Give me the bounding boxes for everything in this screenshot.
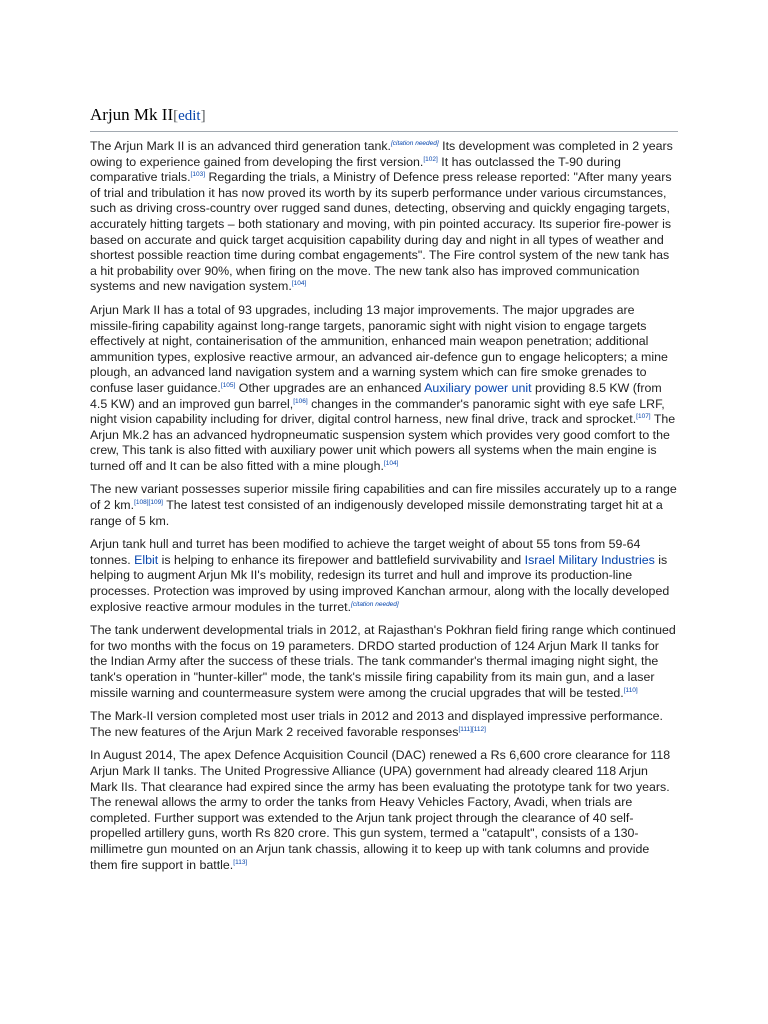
reference-link[interactable]: [111][112] [458, 725, 486, 733]
paragraph [90, 537, 678, 615]
paragraph [90, 139, 678, 295]
paragraph-text: The tank underwent developmental trials in 2012, at Rajasthan's Pokhran field firing range which continued for two months with the focus on 19 parameters. DRDO started production of 124 Arjun Mark II tanks for the Indian Army after the success of these trials. The tank commander's thermal imaging night sight, the tank's operation in "hunter-killer" mode, the tank's missile firing capability from its main gun, and a laser missile warning and countermeasure system were among the crucial upgrades that will be tested. [90, 623, 676, 700]
paragraph-text: Arjun tank hull and turret has been modified to achieve the target weight of about 55 tons from 59-64 tonnes. [90, 537, 641, 567]
reference-link[interactable]: [108][109] [134, 498, 163, 506]
paragraph-text: The Arjun Mk.2 has an advanced hydropneumatic suspension system which provides very good comfort to the crew, This tank is also fitted with auxiliary power unit which powers all systems when the main engine is turned off and It can be also fitted with a mine plough. [90, 412, 676, 473]
paragraph-text: In August 2014, The apex Defence Acquisition Council (DAC) renewed a Rs 6,600 crore clearance for 118 Arjun Mark II tanks. The United Progressive Alliance (UPA) government had already cleared 118 Arjun Mark IIs. That clearance had expired since the army has been evaluating the prototype tank for two years. The renewal allows the army to order the tanks from Heavy Vehicles Factory, Avadi, when trials are completed. Further support was extended to the Arjun tank project through the clearance of 40 self-propelled artillery guns, worth Rs 820 crore. This gun system, termed a "catapult", consists of a 130-millimetre gun mounted on an Arjun tank chassis, allowing it to keep up with tank columns and provide them fire support in battle. [90, 748, 671, 872]
paragraph [90, 623, 678, 701]
wiki-link[interactable]: Israel Military Industries [524, 552, 655, 567]
paragraph-text: The Mark-II version completed most user trials in 2012 and 2013 and displayed impressive performance. The new features of the Arjun Mark 2 received favorable responses [90, 709, 664, 739]
paragraph-text: It has outclassed the T-90 during comparative trials. [90, 154, 621, 185]
paragraph [90, 303, 678, 475]
section-title: Arjun Mk II [90, 105, 174, 124]
paragraph-text: changes in the commander's panoramic sight with eye safe LRF, night vision capability including for driver, digital control harness, new final drive, track and sprocket. [90, 396, 665, 427]
paragraph [90, 709, 678, 740]
wiki-link[interactable]: Elbit [134, 552, 159, 567]
section-heading [90, 103, 678, 132]
paragraph-text: is helping to enhance its firepower and battlefield survivability and [158, 552, 525, 567]
reference-link[interactable]: [110] [623, 686, 638, 694]
paragraph-text: is helping to augment Arjun Mk II's mobility, redesign its turret and hull and improve its production-line processes. Protection was improved by using improved Kanchan armour, along with the locally developed explosive reactive armour modules in the turret. [90, 552, 670, 614]
paragraph-text: The latest test consisted of an indigenously developed missile demonstrating target hit at a range of 5 km. [90, 498, 663, 528]
reference-link[interactable]: [105] [220, 381, 236, 389]
paragraph-text: The Arjun Mark II is an advanced third generation tank. [90, 139, 391, 153]
paragraph-text: Other upgrades are an enhanced [235, 380, 425, 395]
paragraph-text: providing 8.5 KW (from 4.5 KW) and an improved gun barrel, [90, 380, 662, 411]
paragraph-text: The new variant possesses superior missile firing capabilities and can fire missiles accurately up to a range of 2 km. [90, 482, 677, 513]
reference-link[interactable]: [104] [291, 280, 307, 288]
edit-link[interactable]: edit [178, 108, 201, 124]
reference-link[interactable]: [106] [293, 397, 308, 405]
wiki-link[interactable]: Auxiliary power unit [424, 380, 532, 395]
citation-needed-text[interactable]: [citation needed] [351, 600, 399, 608]
paragraph-text: Arjun Mark II has a total of 93 upgrades, including 13 major improvements. The major upgrades are missile-firing capability against long-range targets, panoramic sight with night vision to engage targets effectively at night, containerisation of the ammunition, enhanced main weapon penetration; additional ammunition types, explosive reactive armour, an advanced air-defence gun to engage helicopters; a mine plough, an advanced land navigation system and a warning system which can fire smoke grenades to confuse laser guidance. [90, 302, 668, 395]
paragraph [90, 748, 678, 873]
citation-needed-note[interactable] [351, 601, 399, 608]
article-body [90, 139, 678, 873]
article-section [90, 103, 678, 881]
reference-link[interactable]: [113] [233, 858, 248, 866]
edit-bracket-open: [ [173, 108, 179, 124]
edit-bracket-close: ] [200, 108, 206, 124]
paragraph-text: Regarding the trials, a Ministry of Defence press release reported: "After many years of trial and tribulation it has now proved its worth by its superb performance under various circumstances, such as driving cross-country over rugged sand dunes, detecting, observing and quickly engaging targets, accurately hitting targets – both stationary and moving, with pin pointed accuracy. Its superior fire-power is based on accurate and quick target acquisition capability during day and night in all types of weather and shortest possible reaction time during combat engagements". The Fire control system of the new tank has a hit probability over 90%, when firing on the move. The new tank also has improved communication systems and new navigation system. [90, 170, 672, 294]
citation-needed-note[interactable] [391, 140, 439, 147]
paragraph [90, 482, 678, 529]
reference-link[interactable]: [102] [423, 155, 438, 163]
reference-link[interactable]: [104] [383, 459, 399, 467]
reference-link[interactable]: [103] [190, 171, 206, 179]
paragraph-text: Its development was completed in 2 years owing to experience gained from developing the first version. [90, 139, 673, 169]
citation-needed-text[interactable]: [citation needed] [391, 139, 439, 147]
reference-link[interactable]: [107] [636, 412, 651, 420]
